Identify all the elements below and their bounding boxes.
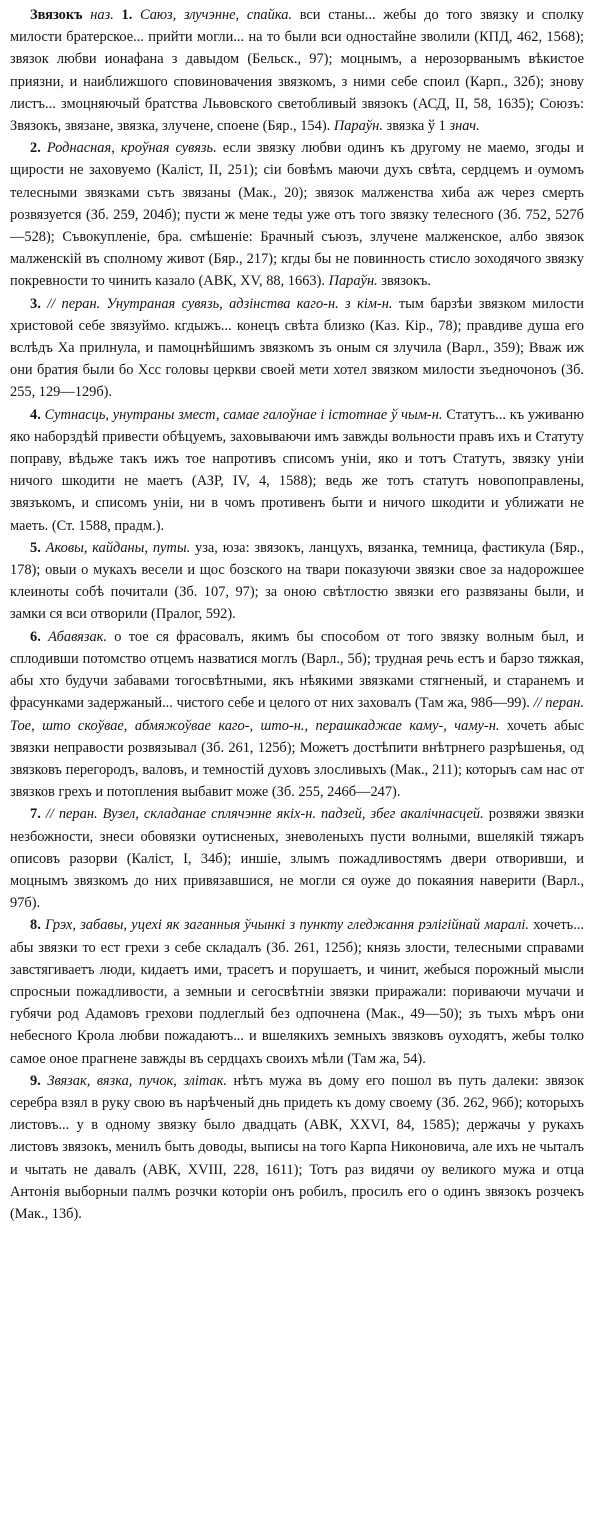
text-segment: Роднасная, кроўная сувязь.: [46, 140, 217, 157]
text-segment: хочеть... абы звязки то ест грехи з себе складалъ (Зб. 261, 125б); князь злости, телесными справами завстягиваетъ люди, кидаетъ ими, трасетъ и порушаетъ, и чинит, жебыся порожный мысли спросныи пожадливости, а земныи и сегосвѣтніи звязки приражали: пориваючи мучачи и губячи род Адамовъ грехови подлеглый без одпочнена (Мак., 49—50); зъ тыхъ мѣръ они небесного Крола любви пожадаютъ... и вшелякихъ земныхъ звязковъ оуходятъ, жебы толко самое оное прагнене завжды въ сердцахъ своихъ мѣли (Там жа, 54).: [10, 917, 584, 1067]
text-segment: Абавязак.: [48, 628, 107, 645]
text-segment: Грэх, забавы, уцехі як заганныя ўчынкі з пункту гледжання рэлігійнай маралі.: [45, 917, 529, 934]
dictionary-sense-7: [10, 803, 584, 914]
text-segment: если звязку любви одинъ къ другому не маемо, згоды и щирости не заховуемо (Каліст, II, 251); сіи бовѣмъ маючи духъ свѣта, сердцемъ и оумомъ телесными звязками сътъ звязаны (Мак., 20); звязок малженства хиба аж через смерть розвязуется (Зб. 259, 204б); пусти ж мене теды уже отъ того звязку телесного (Зб. 752, 527б—528); Съвокупленіе, бра. смѣшеніе: Брачный съюзъ, злучене малженское, албо звязок малженскій въ сполному живот (Бяр., 217); кгды бы не повинность стисло зоходячого звязку покревности то чинить казало (АВК, XV, 88, 1663).: [10, 140, 585, 290]
text-segment: 5.: [30, 539, 46, 556]
text-segment: наз.: [82, 7, 122, 23]
text-segment: 4.: [30, 406, 45, 423]
dictionary-sense-2: [10, 137, 584, 292]
dictionary-sense-1: [10, 4, 584, 137]
text-segment: розвяжи звязки незбожности, знеси обовязки оутисненых, зневоленыхъ пусти волными, вшелякій тяжаръ описовъ разорви (Каліст, I, 34б); иншіе, злымъ пожадливостямъ двери отворивши, и моцнымъ звязкомъ до них привязавшися, не могли ся оуже до покаяния наверити (Варл., 97б).: [10, 806, 584, 912]
text-segment: // перан. Вузел, складанае сплячэнне якіх-н. падзей, збег акалічнасцей.: [45, 806, 484, 823]
text-segment: Параўн.: [328, 273, 378, 290]
dictionary-sense-9: [10, 1070, 584, 1225]
text-segment: 9.: [30, 1072, 48, 1089]
text-segment: Звязокъ: [30, 7, 83, 23]
dictionary-sense-8: [10, 914, 584, 1069]
text-segment: 3.: [30, 295, 48, 312]
dictionary-sense-3: [10, 293, 584, 404]
text-segment: 6.: [30, 628, 49, 645]
text-segment: // перан. Унутраная сувязь, адзінства каго-н. з кім-н.: [47, 295, 393, 312]
text-segment: о тое ся фрасовалъ, якимъ бы способом от того звязку волным был, и сплодивши потомство отцемъ назватися моглъ (Варл., 5б); трудная речь естъ и барзо тяжкая, абы хто будучи забавами тогосвѣтными, якъ нѣякими звязками стягненый, и старанемъ и фрасунками задержаный... чистого себе и целого от них заховалъ (Там жа, 98б—99).: [10, 628, 585, 712]
text-segment: уза, юза: звязокъ, ланцухъ, вязанка, темница, фастикула (Бяр., 178); овыи о мукахъ весели и щос бозского на твари показуючи звязки свое за надорожшее клеиноты собѣ почитали (Зб. 107, 97); за оною свѣтлостю звязки его развязаны были, и замки ся вси отворили (Пралог, 592).: [10, 539, 584, 623]
dictionary-sense-5: [10, 537, 584, 626]
dictionary-sense-4: [10, 404, 584, 537]
text-segment: 2.: [30, 140, 47, 157]
text-segment: вси станы... жебы до того звязку и сполку милости братерское... прийти могли... на то были вси одностайне зволили (КПД, 462, 1568); звязок любви ионафана з давыдом (Бельск., 97); моцнымъ, а нерозорванымъ вѣкистое приязни, и наиближшого сповиновачения звязкомъ, з ними себе споил (Карп., 32б); знову листъ... змоцняючый братства Львовского светобливый звязокъ (АСД, II, 58, 1635); Союзъ: Звязокъ, звязане, звязка, злучене, споене (Бяр., 154).: [10, 7, 585, 135]
text-segment: // перан. Тое, што скоўвае, абмяжоўвае каго-, што-н., перашкаджае каму-, чаму-н.: [10, 695, 585, 734]
text-segment: знач.: [449, 118, 480, 135]
text-segment: тым барзѣи звязком милости христовой себе звязуймо. кгдыжъ... конецъ свѣта близко (Каз. Кір., 78); правдиве душа его вслѣдъ Ха прилнула, и памоцнѣйшимъ звязкомъ зъ оным ся злучила (Варл., 359); Вваж иж они братия были бо Хсс головы церкви своей мети хотел звязком милости зъедночоноъ (Зб. 255, 129—129б).: [10, 295, 585, 401]
text-segment: 8.: [30, 917, 46, 934]
text-segment: Параўн.: [333, 118, 383, 135]
text-segment: Саюз, злучэнне, спайка.: [140, 7, 292, 23]
dictionary-sense-6: [10, 626, 584, 804]
text-segment: нѣтъ мужа въ дому его пошол въ путь далеки: звязок серебра взял в руку свою въ нарѣченый днь придеть къ дому своему (Зб. 262, 96б); которыхъ листовъ... у в одному звязку было двадцать (АВК, XXVI, 84, 1585); держачы у рукахъ листовъ звязокъ, менилъ быть доводы, выписы на того Карпа Никоновича, але ихъ не чыталъ и чытать не давалъ (АВК, XVIII, 228, 1611); Тотъ раз видячи оу великого мужа и отца Антонія выборныи палмъ розчки которіи онъ робилъ, просилъ его о одинъ звязокъ розчекъ (Мак., 13б).: [10, 1072, 584, 1222]
text-segment: Сутнасць, унутраны змест, самае галоўнае і істотнае ў чым-н.: [44, 406, 443, 423]
text-segment: звязокъ.: [377, 273, 432, 290]
text-segment: звязка ў 1: [382, 118, 450, 135]
text-segment: Аковы, кайданы, путы.: [45, 539, 191, 556]
text-segment: Звязак, вязка, пучок, злітак.: [47, 1072, 227, 1089]
text-segment: Статутъ... къ уживаню яко наборздѣй привести обѣцуемъ, заховываючи имъ завжды вольности правъ ихъ и Статуту поправу, вѣдьже такъ ижъ тое напротивъ списомъ уніи, яко и тотъ Статутъ, звязку уніи ничого шкодити не маетъ (АЗР, IV, 4, 1588); ведь же тотъ статутъ новопоправлены, звязъкомъ, и списомъ уніи, ни в чомъ противенъ быти и ничого шкодити и уближати не маеть. (Ст. 1588, прадм.).: [10, 406, 584, 534]
text-segment: 7.: [30, 806, 46, 823]
text-segment: 1.: [121, 7, 140, 23]
text-segment: хочеть абыс звязки неправости розвязывал (Зб. 261, 125б); Можетъ достѣпити внѣтрнего разрѣшенья, од звязковъ перегородъ, валовъ, и темностій духовъ злосливыхъ (Мак., 211); которыъ сам нас от звязков грехъ и потопления выбавит може (Зб. 255, 246б—247).: [10, 717, 584, 801]
